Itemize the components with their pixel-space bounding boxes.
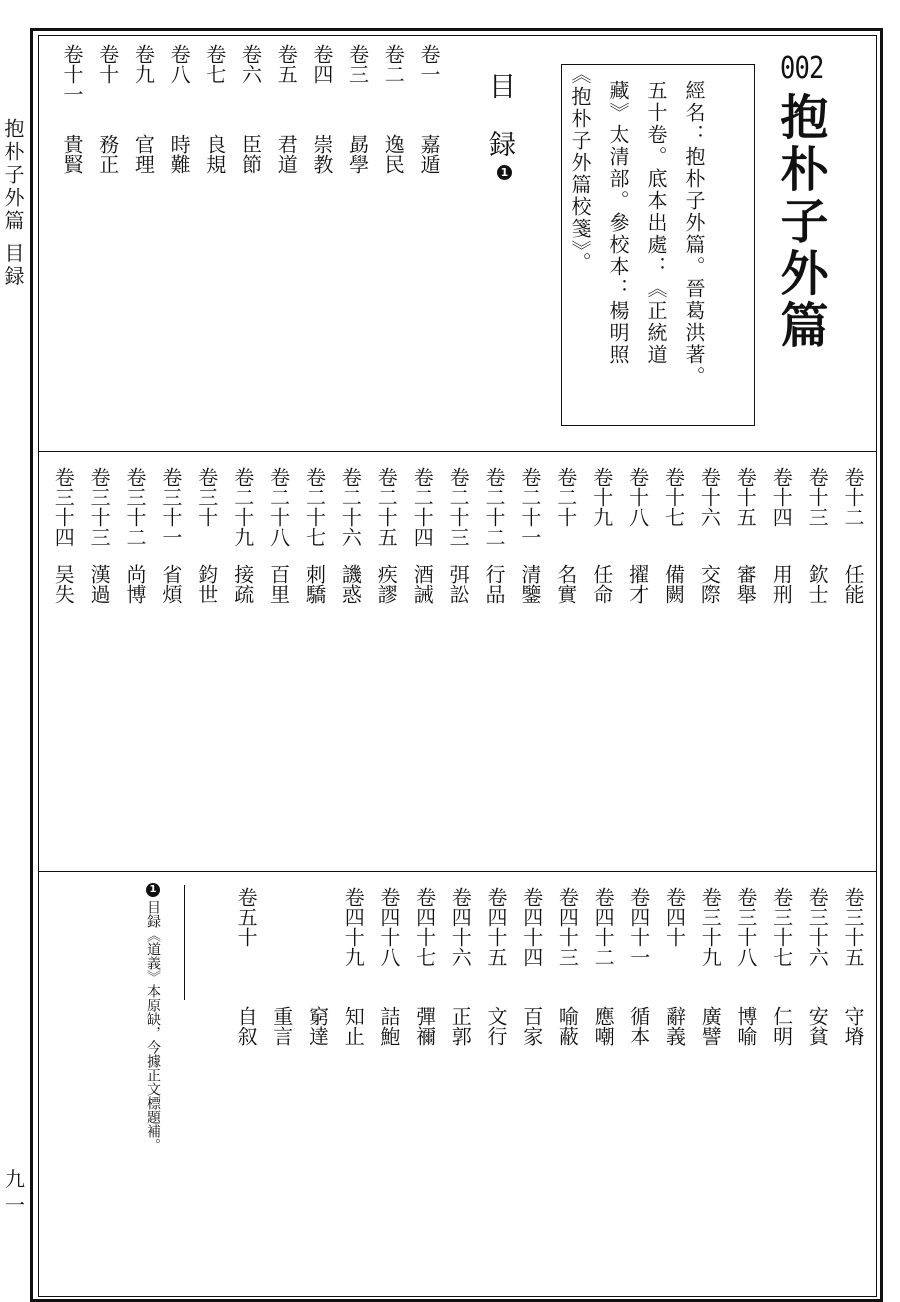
toc-entry-volume: 卷二十七 xyxy=(302,467,327,547)
toc-entry-title: 勗學 xyxy=(345,134,370,174)
toc-entry-title: 嘉遁 xyxy=(417,134,441,174)
toc-entry-title: 博喻 xyxy=(733,1006,758,1046)
toc-entry-title: 尚博 xyxy=(123,564,147,604)
toc-entry-title: 務正 xyxy=(95,134,120,174)
toc-entry-volume: 卷三十六 xyxy=(805,887,830,967)
toc-entry-title: 辭義 xyxy=(662,1006,687,1046)
toc-entry-title: 酒誡 xyxy=(410,564,435,604)
toc-entry-title: 省煩 xyxy=(158,564,183,604)
toc-entry-title: 仁明 xyxy=(769,1006,794,1046)
toc-entry-volume: 卷十八 xyxy=(625,467,650,527)
toc-entry-volume: 卷三十七 xyxy=(769,887,794,967)
toc-entry-volume: 卷三十一 xyxy=(158,467,183,547)
toc-entry-volume: 卷四十四 xyxy=(519,887,544,967)
toc-entry-title: 守塉 xyxy=(841,1006,865,1046)
book-info-line: 五十卷。底本出處：《正統道 xyxy=(644,80,668,366)
toc-entry-volume: 卷二十九 xyxy=(230,467,255,547)
toc-entry-volume: 卷十三 xyxy=(805,467,830,527)
toc-entry-title: 彈禰 xyxy=(412,1006,437,1046)
toc-entry-title: 循本 xyxy=(626,1006,651,1046)
toc-entry-volume: 卷二十四 xyxy=(410,467,435,547)
toc-entry-volume: 卷十二 xyxy=(841,467,865,527)
toc-entry-volume: 卷十九 xyxy=(589,467,614,527)
toc-entry-volume: 卷三十五 xyxy=(841,887,865,967)
toc-entry-volume: 卷三十二 xyxy=(123,467,147,547)
toc-entry-title: 重言 xyxy=(269,1006,294,1046)
toc-entry-volume: 卷二 xyxy=(381,44,406,84)
toc-entry-volume: 卷十五 xyxy=(733,467,758,527)
toc-entry-title: 備闕 xyxy=(661,564,686,604)
toc-entry-title: 臣節 xyxy=(238,134,263,174)
toc-entry-volume: 卷四十七 xyxy=(412,887,437,967)
section-divider-bottom xyxy=(38,871,877,872)
book-info-line: 《抱朴子外篇校箋》。 xyxy=(568,64,592,274)
toc-entry-title: 詰鮑 xyxy=(376,1006,401,1046)
toc-entry-volume: 卷九 xyxy=(131,44,156,84)
page-number: 九一 xyxy=(5,1167,25,1217)
toc-entry-volume: 卷五十 xyxy=(234,887,259,947)
toc-entry-volume: 卷十七 xyxy=(661,467,686,527)
toc-entry-volume: 卷四十九 xyxy=(341,887,366,967)
toc-entry-title: 君道 xyxy=(274,134,299,174)
toc-entry-title: 用刑 xyxy=(769,564,794,604)
book-info-line: 藏》太清部。參校本：楊明照 xyxy=(606,80,630,366)
toc-entry-volume: 卷十六 xyxy=(697,467,722,527)
toc-entry-title: 任能 xyxy=(841,564,865,604)
book-title: 抱朴子外篇 xyxy=(772,92,828,352)
footnote-badge: 1 xyxy=(146,883,160,897)
toc-entry-title: 應嘲 xyxy=(591,1006,616,1046)
toc-entry-volume: 卷十 xyxy=(95,44,120,84)
toc-entry-title: 譏惑 xyxy=(338,564,363,604)
toc-entry-volume: 卷二十二 xyxy=(482,467,506,547)
running-title: 抱朴子外篇 目録 xyxy=(1,118,25,289)
toc-entry-title: 接疏 xyxy=(230,564,255,604)
toc-entry-volume: 卷六 xyxy=(238,44,263,84)
section-heading: 目 xyxy=(484,72,515,99)
toc-entry-volume: 卷一 xyxy=(417,44,441,84)
toc-entry-title: 窮達 xyxy=(305,1006,330,1046)
toc-entry-volume: 卷四十八 xyxy=(376,887,401,967)
toc-entry-volume: 卷四十三 xyxy=(555,887,580,967)
toc-entry-title: 刺驕 xyxy=(302,564,327,604)
toc-entry-title: 安貧 xyxy=(805,1006,830,1046)
section-heading: 録 xyxy=(484,130,515,157)
toc-entry-volume: 卷四十 xyxy=(662,887,687,947)
toc-entry-volume: 卷四十六 xyxy=(448,887,473,967)
toc-entry-volume: 卷四十一 xyxy=(626,887,651,967)
toc-entry-volume: 卷三十九 xyxy=(698,887,723,967)
toc-entry-title: 百家 xyxy=(519,1006,544,1046)
toc-entry-volume: 卷二十六 xyxy=(338,467,363,547)
toc-entry-volume: 卷二十三 xyxy=(446,467,471,547)
toc-entry-volume: 卷七 xyxy=(202,44,227,84)
toc-entry-volume: 卷五 xyxy=(274,44,299,84)
toc-entry-volume: 卷十四 xyxy=(769,467,794,527)
toc-entry-title: 弭訟 xyxy=(446,564,471,604)
toc-entry-title: 百里 xyxy=(266,564,291,604)
section-divider-top xyxy=(38,451,877,452)
toc-entry-title: 任命 xyxy=(589,564,614,604)
footnote-marker: 1 xyxy=(497,165,512,180)
toc-entry-volume: 卷四十二 xyxy=(591,887,616,967)
toc-entry-title: 廣譬 xyxy=(698,1006,723,1046)
toc-entry-title: 良規 xyxy=(202,134,227,174)
toc-entry-title: 知止 xyxy=(341,1006,366,1046)
toc-entry-volume: 卷三十 xyxy=(194,467,219,527)
toc-entry-title: 清鑒 xyxy=(517,564,542,604)
toc-entry-title: 貴賢 xyxy=(60,134,84,174)
toc-entry-volume: 卷三十三 xyxy=(87,467,112,547)
toc-entry-title: 崇教 xyxy=(309,134,334,174)
toc-entry-title: 正郭 xyxy=(448,1006,473,1046)
toc-entry-title: 鈞世 xyxy=(194,564,219,604)
toc-entry-title: 交際 xyxy=(697,564,722,604)
toc-entry-title: 行品 xyxy=(482,564,506,604)
toc-entry-title: 喻蔽 xyxy=(555,1006,580,1046)
toc-entry-title: 疾謬 xyxy=(374,564,399,604)
toc-entry-volume: 卷二十五 xyxy=(374,467,399,547)
toc-entry-title: 自叙 xyxy=(234,1006,259,1046)
toc-entry-title: 欽士 xyxy=(805,564,830,604)
toc-entry-volume: 卷十一 xyxy=(60,44,84,104)
toc-entry-title: 名實 xyxy=(553,564,578,604)
toc-entry-volume: 卷三 xyxy=(345,44,370,84)
toc-entry-volume: 卷四十五 xyxy=(484,887,508,967)
toc-entry-volume: 卷四 xyxy=(309,44,334,84)
catalog-number: 002 xyxy=(780,51,824,86)
toc-entry-title: 逸民 xyxy=(381,134,406,174)
toc-entry-title: 時難 xyxy=(167,134,192,174)
book-info-line: 經名：抱朴子外篇。晉葛洪著。 xyxy=(682,80,706,388)
toc-entry-title: 擢才 xyxy=(625,564,650,604)
toc-entry-title: 審舉 xyxy=(733,564,758,604)
footnote-text: 目録《道義》本原缺，今據正文標題補。 xyxy=(145,900,161,1152)
toc-entry-volume: 卷二十 xyxy=(553,467,578,527)
toc-entry-title: 漢過 xyxy=(87,564,112,604)
toc-entry-title: 吴失 xyxy=(51,564,76,604)
toc-entry-volume: 卷八 xyxy=(167,44,192,84)
toc-entry-volume: 卷二十八 xyxy=(266,467,291,547)
toc-entry-volume: 卷二十一 xyxy=(517,467,542,547)
footnote-rule xyxy=(184,885,185,1000)
toc-entry-volume: 卷三十四 xyxy=(51,467,76,547)
toc-entry-title: 官理 xyxy=(131,134,156,174)
toc-entry-volume: 卷三十八 xyxy=(733,887,758,967)
toc-entry-title: 文行 xyxy=(484,1006,508,1046)
